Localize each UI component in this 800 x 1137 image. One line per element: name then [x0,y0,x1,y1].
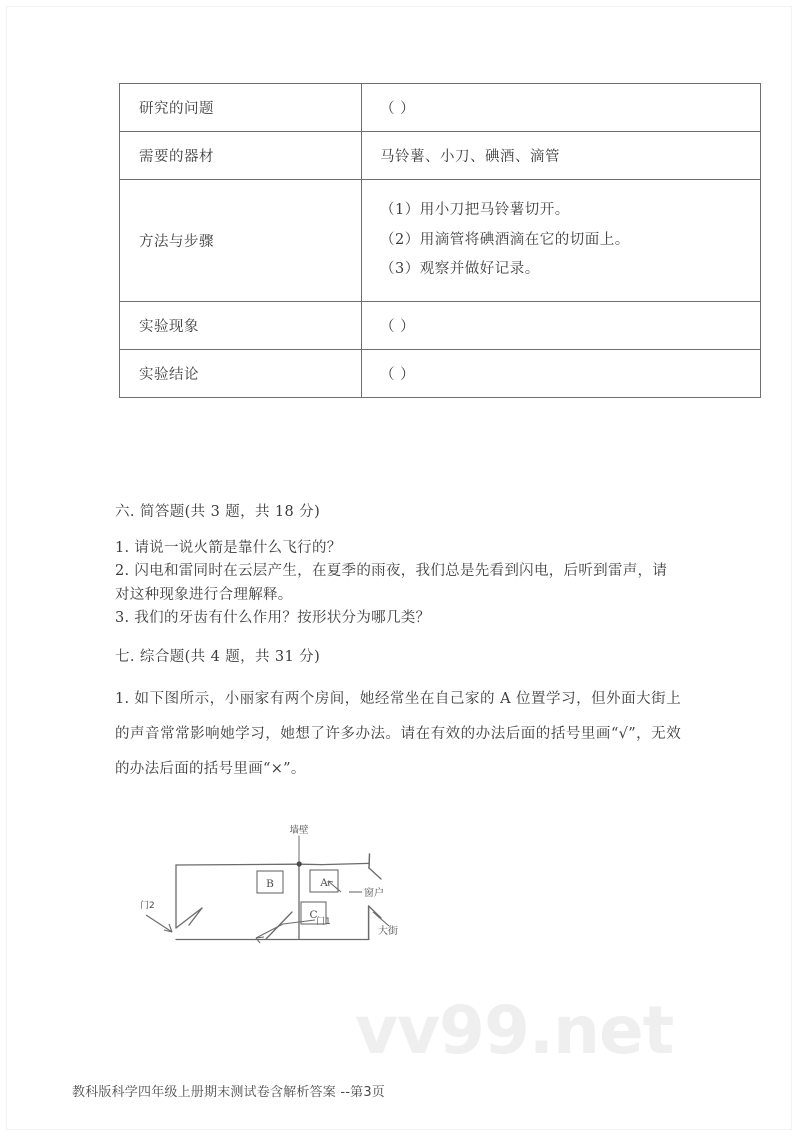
method-step: （3）观察并做好记录。 [380,261,540,278]
method-step: （2）用滴管将碘酒滴在它的切面上。 [380,231,630,248]
window-leaf-lower [369,906,381,918]
table-row [120,84,761,132]
window-jamb-upper [369,854,370,868]
table-cell-label: 方法与步骤 [120,180,362,302]
top-wall-right [322,863,369,864]
section-seven-heading: 七. 综合题(共 4 题，共 31 分) [115,649,321,665]
watermark-text: vv99.net [355,992,674,1069]
table-cell-label: 研究的问题 [120,84,362,132]
table-cell-value[interactable]: （ ） [362,302,761,350]
question-item: 3. 我们的牙齿有什么作用？按形状分为哪几类？ [115,610,431,627]
question-item: 2. 闪电和雷同时在云层产生，在夏季的雨夜，我们总是先看到闪电，后听到雷声，请对这种现象进行合理解释。 [115,563,668,603]
diagram-label-window: 窗户 [364,888,384,899]
diagram-label-street: 大街 [378,926,398,937]
street-arrow-line [373,912,389,926]
diagram-label-wall: 墙壁 [289,825,309,836]
diagram-label-box-a: A [320,877,328,889]
table-cell-value: 马铃薯、小刀、碘酒、滴管 [362,132,761,180]
section-six-questions [115,537,680,631]
table-cell-label: 实验现象 [120,302,362,350]
top-wall-left [176,864,298,865]
diagram-label-box-b: B [266,878,274,890]
table-row [120,132,761,180]
table-cell-value[interactable]: （ ） [362,84,761,132]
method-step: （1）用小刀把马铃薯切开。 [380,202,570,218]
table-row [120,180,761,302]
question-item: 1. 如下图所示，小丽家有两个房间，她经常坐在自己家的 A 位置学习，但外面大街上的声音常常影响她学习，她想了许多办法。请在有效的办法后面的括号里画“√”，无效的办法后面的括号里画“×”。 [115,691,681,778]
wall-hinge-dot [297,861,302,866]
table-row [120,302,761,350]
table-cell-label: 实验结论 [120,350,362,398]
room-floorplan-diagram [140,820,400,960]
diagram-label-door-one: 门1 [316,917,331,927]
table-cell-steps [362,180,761,302]
table-cell-value[interactable]: （ ） [362,350,761,398]
question-item: 1. 请说一说火箭是靠什么飞行的？ [115,540,342,556]
page-footer: 教科版科学四年级上册期末测试卷含解析答案 --第3页 [72,1085,385,1100]
door-two-arrow-line [146,915,172,932]
experiment-design-table [119,83,761,398]
window-leaf-upper [369,868,381,879]
section-seven-question-one [115,682,681,787]
window-arrow-line [328,881,341,892]
section-six-heading: 六. 简答题(共 3 题，共 18 分) [115,504,321,520]
diagram-label-box-c: C [309,909,318,921]
table-cell-label: 需要的器材 [120,132,362,180]
diagram-label-door-two: 门2 [140,901,155,911]
table-row [120,350,761,398]
